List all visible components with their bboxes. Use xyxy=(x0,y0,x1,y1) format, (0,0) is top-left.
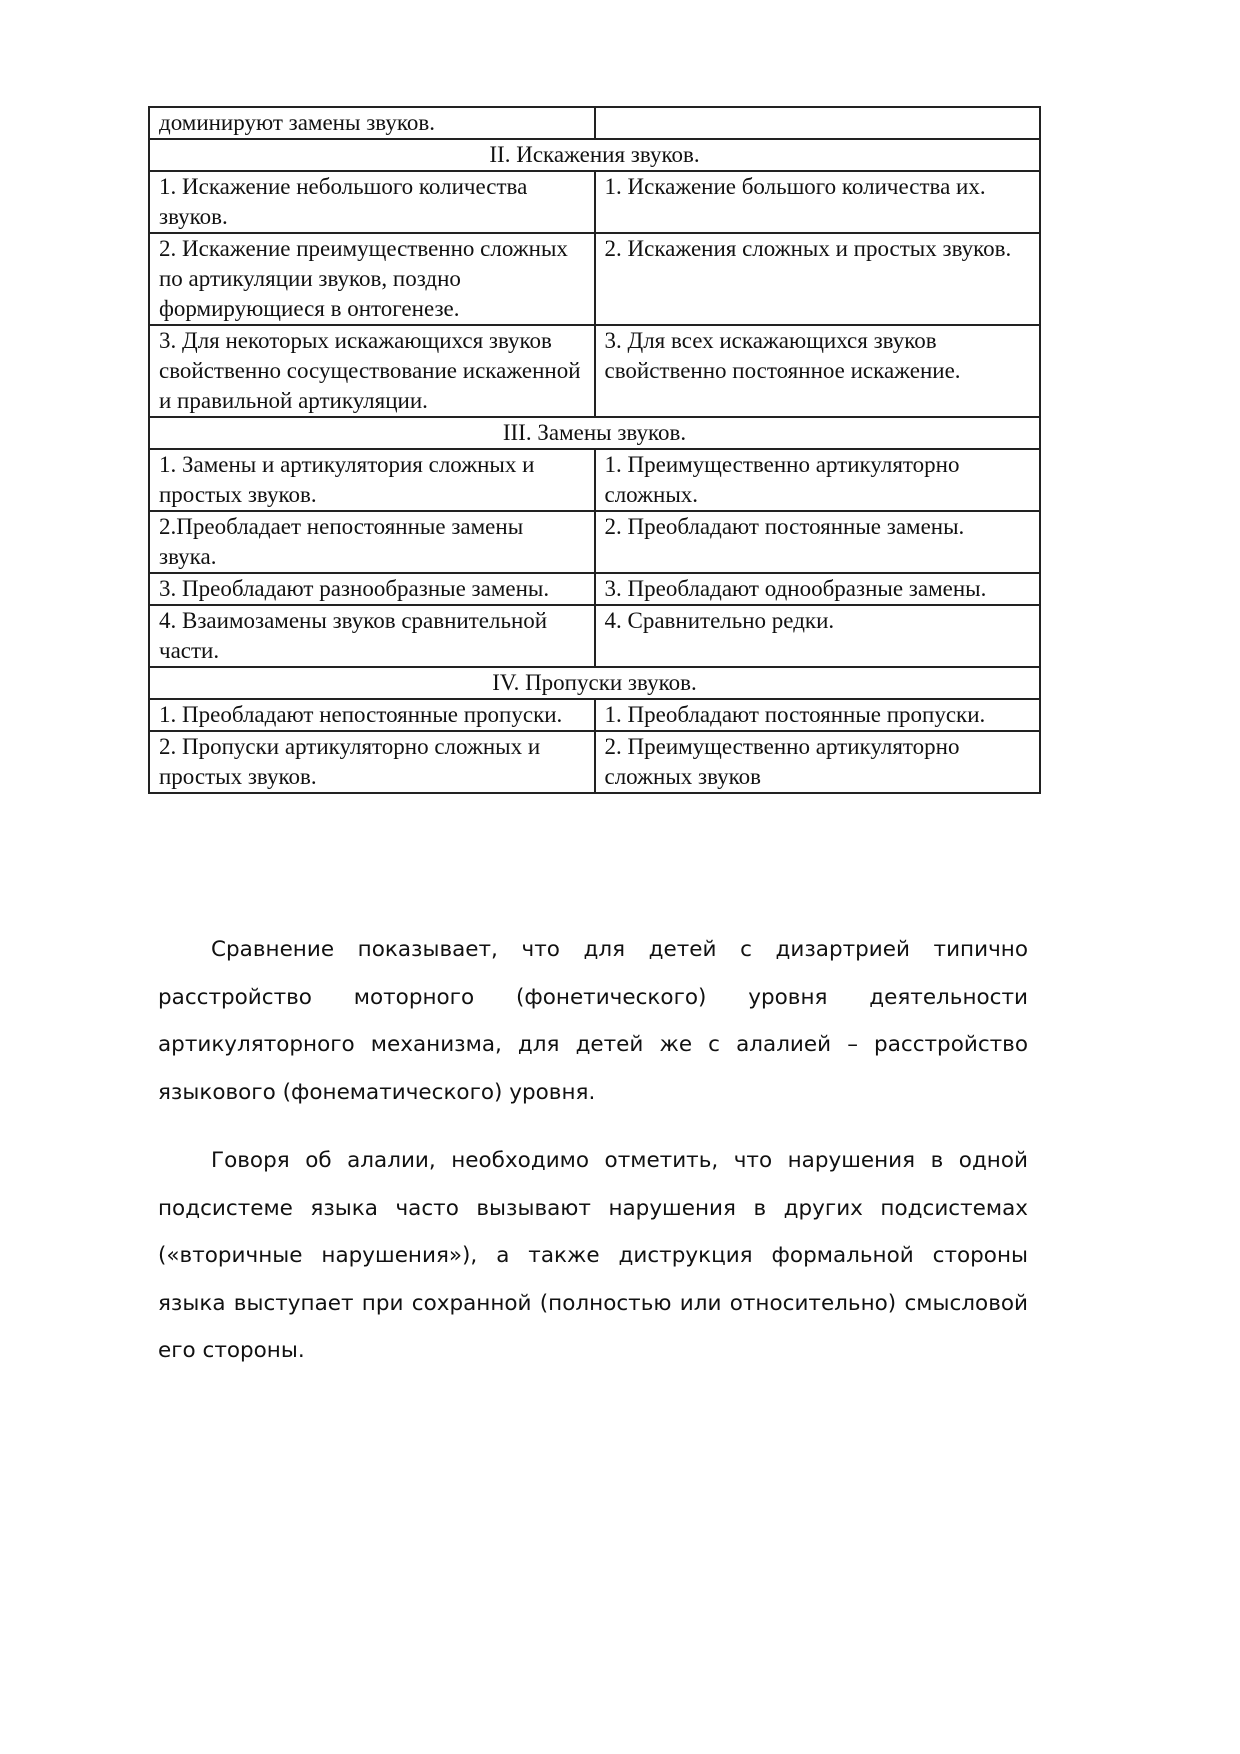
paragraph-alalia xyxy=(158,1137,1028,1375)
table-row xyxy=(149,233,1040,325)
section-row xyxy=(149,417,1040,449)
table-row xyxy=(149,171,1040,233)
cell-left: 2.Преобладает непостоянные замены звука. xyxy=(149,511,595,573)
paragraph-comparison xyxy=(158,926,1028,1116)
paragraph-text: Сравнение показывает, что для детей с дизартрией типично расстройство моторного (фонетического) уровня деятельности артикуляторного механизма, для детей же с алалией – расстройство языкового (фонематического) уровня. xyxy=(158,937,1028,1105)
table-row xyxy=(149,699,1040,731)
section-row xyxy=(149,667,1040,699)
cell-right: 1. Искажение большого количества их. xyxy=(595,171,1041,233)
cell-left: доминируют замены звуков. xyxy=(149,107,595,139)
cell-right: 2. Преобладают постоянные замены. xyxy=(595,511,1041,573)
section-row xyxy=(149,139,1040,171)
cell-left: 3. Преобладают разнообразные замены. xyxy=(149,573,595,605)
cell-left: 1. Искажение небольшого количества звуков. xyxy=(149,171,595,233)
cell-right: 1. Преобладают постоянные пропуски. xyxy=(595,699,1041,731)
cell-right: 3. Преобладают однообразные замены. xyxy=(595,573,1041,605)
cell-left: 1. Замены и артикулятория сложных и простых звуков. xyxy=(149,449,595,511)
table-row xyxy=(149,573,1040,605)
cell-left: 1. Преобладают непостоянные пропуски. xyxy=(149,699,595,731)
section-title: IV. Пропуски звуков. xyxy=(149,667,1040,699)
cell-left: 2. Пропуски артикуляторно сложных и простых звуков. xyxy=(149,731,595,793)
comparison-table xyxy=(148,106,1041,794)
table-row xyxy=(149,731,1040,793)
cell-left: 2. Искажение преимущественно сложных по артикуляции звуков, поздно формирующиеся в онтогенезе. xyxy=(149,233,595,325)
table-row xyxy=(149,325,1040,417)
cell-right: 1. Преимущественно артикуляторно сложных. xyxy=(595,449,1041,511)
cell-right: 3. Для всех искажающихся звуков свойственно постоянное искажение. xyxy=(595,325,1041,417)
table-row xyxy=(149,449,1040,511)
cell-right xyxy=(595,107,1041,139)
cell-left: 3. Для некоторых искажающихся звуков свойственно сосуществование искаженной и правильной артикуляции. xyxy=(149,325,595,417)
table-row xyxy=(149,511,1040,573)
paragraph-text: Говоря об алалии, необходимо отметить, что нарушения в одной подсистеме языка часто вызывают нарушения в других подсистемах («вторичные нарушения»), а также диструкция формальной стороны языка выступает при сохранной (полностью или относительно) смысловой его стороны. xyxy=(158,1148,1028,1363)
cell-right: 2. Преимущественно артикуляторно сложных звуков xyxy=(595,731,1041,793)
table-row xyxy=(149,107,1040,139)
cell-right: 2. Искажения сложных и простых звуков. xyxy=(595,233,1041,325)
cell-left: 4. Взаимозамены звуков сравнительной части. xyxy=(149,605,595,667)
table-row xyxy=(149,605,1040,667)
section-title: III. Замены звуков. xyxy=(149,417,1040,449)
section-title: II. Искажения звуков. xyxy=(149,139,1040,171)
cell-right: 4. Сравнительно редки. xyxy=(595,605,1041,667)
